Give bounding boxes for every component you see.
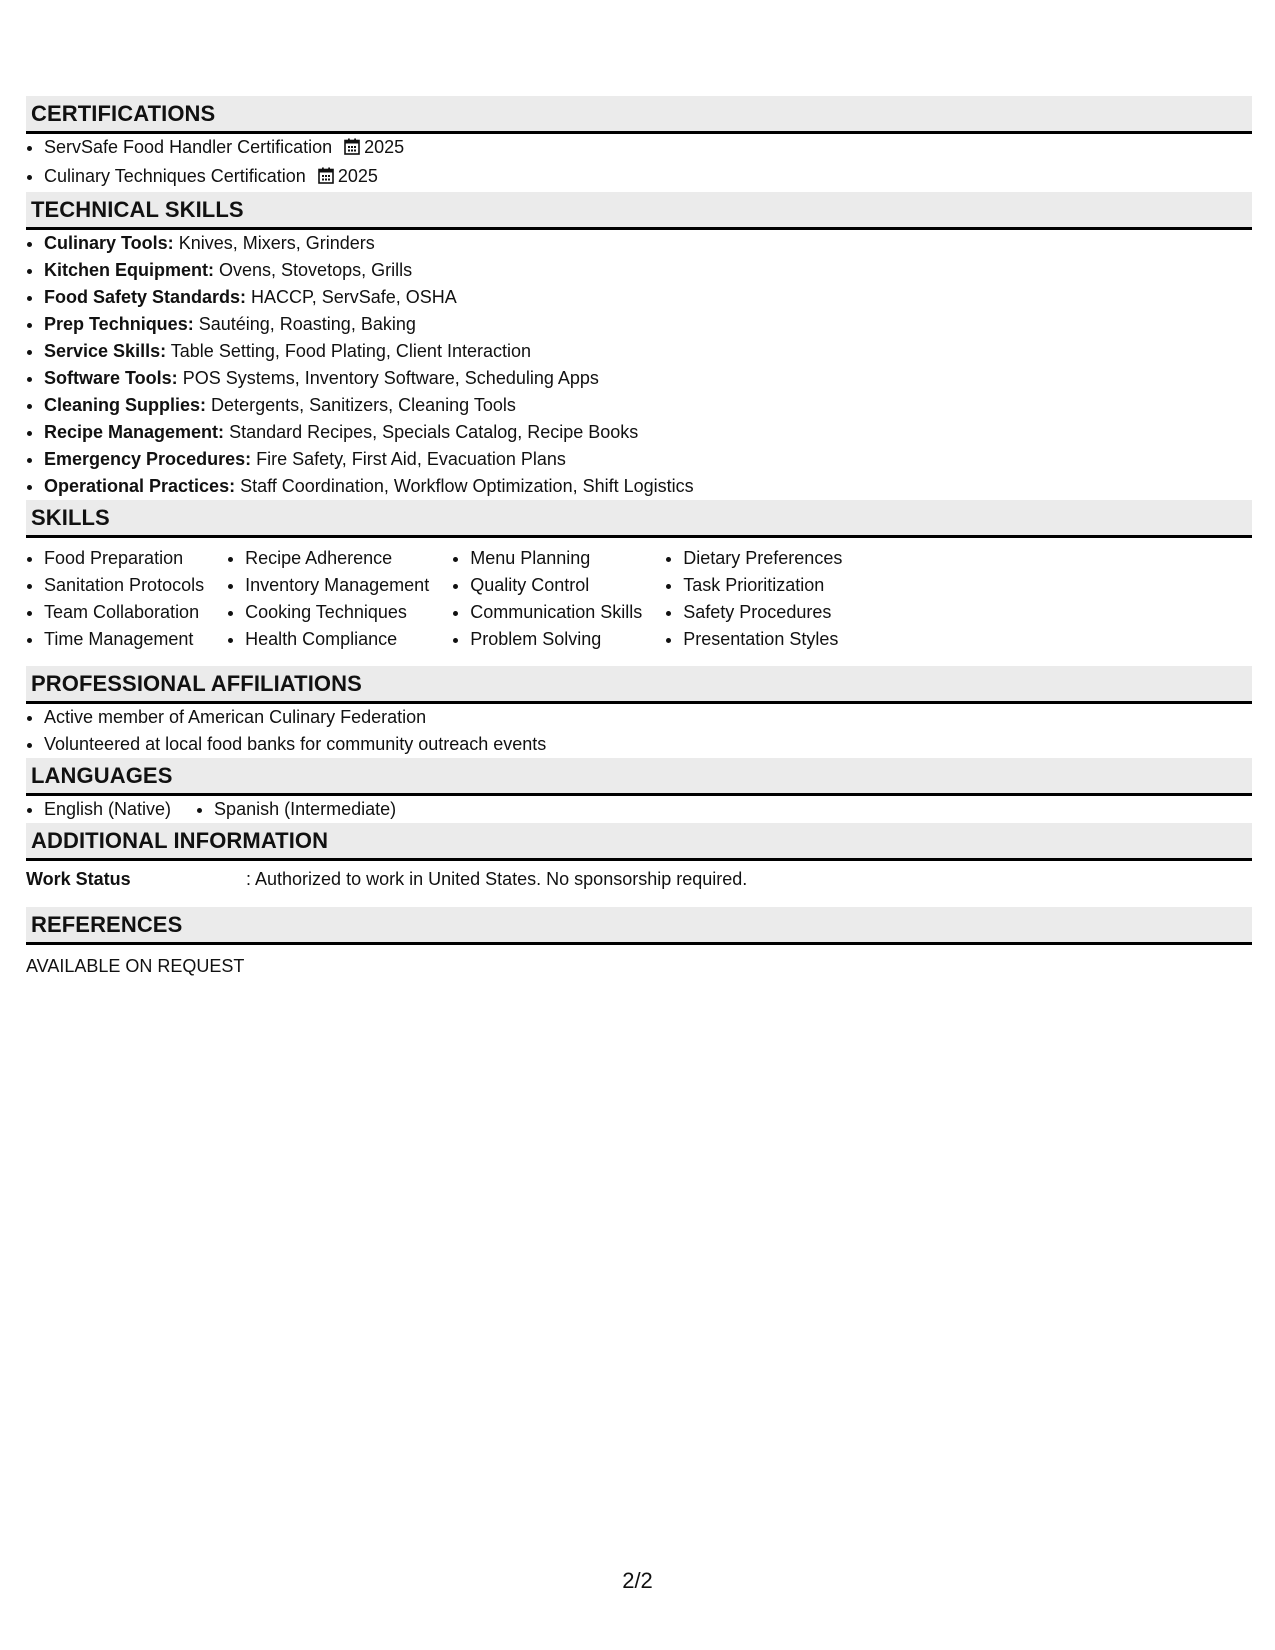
technical-skills-section [26, 192, 1252, 500]
certification-name: ServSafe Food Handler Certification [44, 137, 333, 157]
skill-item: Safety Procedures [665, 599, 842, 626]
technical-skill-label: Service Skills: [44, 341, 167, 361]
references-text: AVAILABLE ON REQUEST [26, 956, 245, 976]
technical-skill-value: POS Systems, Inventory Software, Scheduling Apps [182, 368, 599, 388]
technical-skills-list [26, 230, 1252, 500]
languages-list [26, 796, 1252, 823]
references-heading: REFERENCES [26, 907, 1252, 945]
technical-skill-label: Emergency Procedures: [44, 449, 252, 469]
skill-item: Communication Skills [452, 599, 642, 626]
technical-skill-label: Recipe Management: [44, 422, 225, 442]
calendar-icon [344, 136, 360, 163]
skill-item: Time Management [26, 626, 204, 653]
affiliations-section [26, 666, 1252, 758]
skills-heading: SKILLS [26, 500, 1252, 538]
technical-skill-label: Software Tools: [44, 368, 178, 388]
skill-item: Food Preparation [26, 545, 204, 572]
certifications-section [26, 96, 1252, 192]
page-number: 2/2 [622, 1568, 653, 1593]
certifications-heading: CERTIFICATIONS [26, 96, 1252, 134]
technical-skill-label: Food Safety Standards: [44, 287, 247, 307]
calendar-icon [318, 165, 334, 192]
skills-section [26, 500, 1252, 666]
technical-skill-item [26, 365, 1252, 392]
technical-skill-item [26, 230, 1252, 257]
technical-skill-label: Operational Practices: [44, 476, 236, 496]
skills-column [227, 545, 429, 653]
skill-item: Quality Control [452, 572, 642, 599]
technical-skill-item [26, 311, 1252, 338]
skills-column [665, 545, 842, 653]
languages-heading: LANGUAGES [26, 758, 1252, 796]
certification-name: Culinary Techniques Certification [44, 166, 306, 186]
affiliation-item: Active member of American Culinary Federation [26, 704, 1252, 731]
certification-item [26, 163, 1252, 192]
technical-skill-item [26, 257, 1252, 284]
skill-item: Sanitation Protocols [26, 572, 204, 599]
technical-skill-value: Ovens, Stovetops, Grills [219, 260, 413, 280]
technical-skill-item [26, 419, 1252, 446]
skills-column [26, 545, 204, 653]
languages-section [26, 758, 1252, 823]
skill-item: Recipe Adherence [227, 545, 429, 572]
affiliations-heading: PROFESSIONAL AFFILIATIONS [26, 666, 1252, 704]
skill-item: Task Prioritization [665, 572, 842, 599]
additional-information-heading: ADDITIONAL INFORMATION [26, 823, 1252, 861]
skills-grid [26, 538, 1252, 666]
technical-skill-item [26, 284, 1252, 311]
references-section [26, 907, 1252, 980]
technical-skill-item [26, 338, 1252, 365]
language-item: English (Native) [26, 796, 171, 823]
technical-skill-label: Culinary Tools: [44, 233, 174, 253]
work-status-label: Work Status [26, 869, 131, 889]
language-item: Spanish (Intermediate) [196, 796, 396, 823]
technical-skill-value: Staff Coordination, Workflow Optimization, Shift Logistics [240, 476, 694, 496]
technical-skill-value: Fire Safety, First Aid, Evacuation Plans [256, 449, 566, 469]
skill-item: Inventory Management [227, 572, 429, 599]
skill-item: Cooking Techniques [227, 599, 429, 626]
technical-skill-label: Cleaning Supplies: [44, 395, 207, 415]
technical-skills-heading: TECHNICAL SKILLS [26, 192, 1252, 230]
technical-skill-item [26, 473, 1252, 500]
certification-year: 2025 [337, 166, 378, 186]
technical-skill-value: Standard Recipes, Specials Catalog, Recipe Books [229, 422, 639, 442]
resume-page [26, 96, 1252, 980]
technical-skill-item [26, 446, 1252, 473]
technical-skill-value: HACCP, ServSafe, OSHA [251, 287, 457, 307]
technical-skill-item [26, 392, 1252, 419]
technical-skill-label: Kitchen Equipment: [44, 260, 214, 280]
additional-information-section [26, 823, 1252, 907]
skill-item: Dietary Preferences [665, 545, 842, 572]
skill-item: Problem Solving [452, 626, 642, 653]
technical-skill-value: Table Setting, Food Plating, Client Interaction [170, 341, 531, 361]
work-status-row [26, 861, 1252, 907]
skill-item: Health Compliance [227, 626, 429, 653]
technical-skill-value: Sautéing, Roasting, Baking [198, 314, 416, 334]
skill-item: Team Collaboration [26, 599, 204, 626]
certification-year: 2025 [364, 137, 405, 157]
certification-item [26, 134, 1252, 163]
skill-item: Menu Planning [452, 545, 642, 572]
technical-skill-value: Knives, Mixers, Grinders [178, 233, 375, 253]
affiliations-list [26, 704, 1252, 758]
technical-skill-label: Prep Techniques: [44, 314, 194, 334]
technical-skill-value: Detergents, Sanitizers, Cleaning Tools [211, 395, 516, 415]
certifications-list [26, 134, 1252, 192]
skill-item: Presentation Styles [665, 626, 842, 653]
affiliation-item: Volunteered at local food banks for community outreach events [26, 731, 1252, 758]
skills-column [452, 545, 642, 653]
work-status-value: : Authorized to work in United States. No sponsorship required. [246, 869, 748, 889]
